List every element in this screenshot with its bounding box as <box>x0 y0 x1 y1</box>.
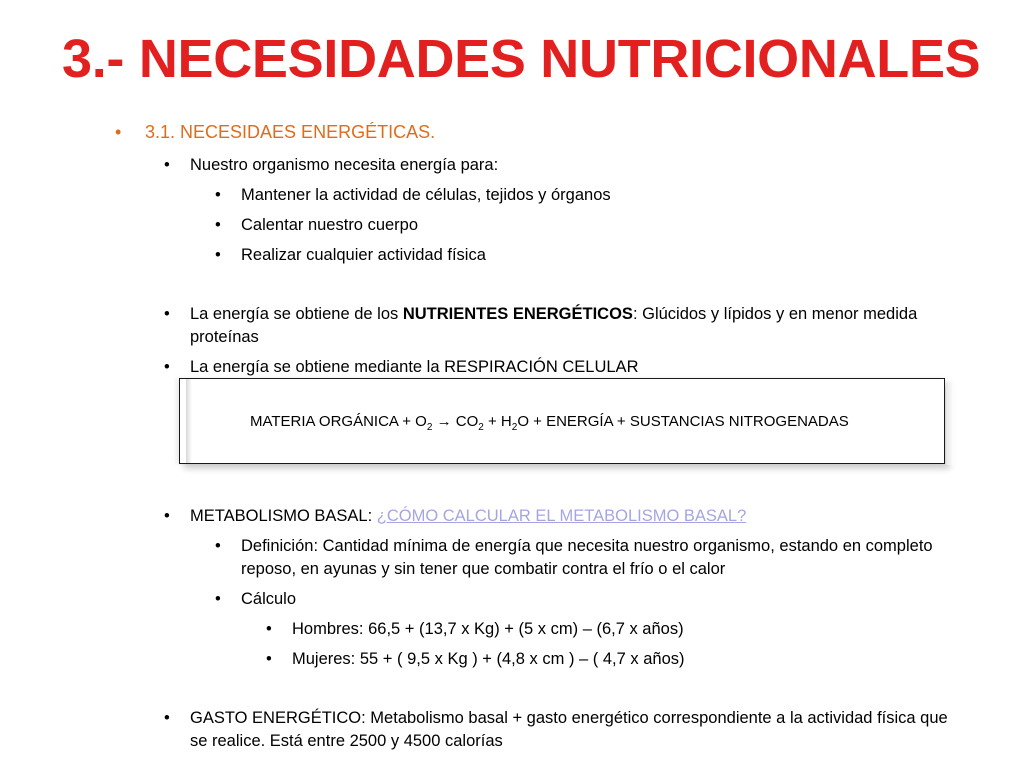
intro-text: Nuestro organismo necesita energía para: <box>190 156 499 174</box>
bullet-icon: • <box>164 305 170 323</box>
list-item-calc <box>215 588 615 611</box>
equation-part: O + ENERGÍA + SUSTANCIAS NITROGENADAS <box>517 413 849 430</box>
bullet-icon: • <box>215 246 221 264</box>
bullet-icon: • <box>115 122 122 142</box>
expenditure-text: GASTO ENERGÉTICO: Metabolismo basal + gasto energético correspondiente a la actividad física que se realice. Está entre 2500 y 4500 calorías <box>190 709 948 750</box>
box-shadow-left <box>186 379 192 463</box>
list-item-expenditure <box>164 707 964 755</box>
calc-label: Cálculo <box>241 590 297 608</box>
list-item-need <box>215 184 815 207</box>
bullet-icon: • <box>164 358 170 376</box>
equation-subscript: 2 <box>511 422 518 433</box>
bullet-icon: • <box>266 620 272 638</box>
basal-calc-link[interactable]: ¿CÓMO CALCULAR EL METABOLISMO BASAL? <box>376 507 747 525</box>
list-item-need <box>215 244 815 267</box>
bullet-icon: • <box>215 590 221 608</box>
list-item-respiration <box>164 356 864 379</box>
respiration-text: La energía se obtiene mediante la RESPIRACIÓN CELULAR <box>190 358 639 376</box>
formula-text: Hombres: 66,5 + (13,7 x Kg) + (5 x cm) – (6,7 x años) <box>292 620 684 638</box>
need-text: Realizar cualquier actividad física <box>241 246 486 264</box>
basal-label: METABOLISMO BASAL: <box>190 507 377 525</box>
equation-box <box>179 378 945 464</box>
list-item-definition <box>215 535 955 583</box>
sources-suffix: : Glúcidos y lípidos y en menor medida proteínas <box>190 305 918 346</box>
respiration-equation <box>250 412 849 438</box>
section-heading: 3.1. NECESIDAES ENERGÉTICAS. <box>145 122 436 142</box>
list-item-intro <box>164 154 764 177</box>
bullet-icon: • <box>266 650 272 668</box>
equation-subscript: 2 <box>478 422 484 433</box>
basal-text <box>190 505 746 528</box>
list-item-formula <box>266 648 866 671</box>
equation-subscript: 2 <box>426 422 433 433</box>
need-text: Mantener la actividad de células, tejidos y órganos <box>241 186 611 204</box>
bullet-icon: • <box>215 537 221 555</box>
bullet-icon: • <box>164 709 170 727</box>
need-text: Calentar nuestro cuerpo <box>241 216 419 234</box>
slide-title: 3.- NECESIDADES NUTRICIONALES <box>62 29 981 89</box>
list-item-sources <box>164 303 964 351</box>
bullet-icon: • <box>164 507 170 525</box>
bullet-icon: • <box>164 156 170 174</box>
list-item-formula <box>266 618 866 641</box>
list-item-basal <box>164 505 864 528</box>
sources-text <box>190 303 960 349</box>
list-item-need <box>215 214 815 237</box>
definition-text: Definición: Cantidad mínima de energía que necesita nuestro organismo, estando en completo reposo, en ayunas y sin tener que combatir contra el frío o el calor <box>241 537 933 578</box>
equation-part: MATERIA ORGÁNICA + O <box>250 413 427 430</box>
formula-text: Mujeres: 55 + ( 9,5 x Kg ) + (4,8 x cm ) – ( 4,7 x años) <box>292 650 685 668</box>
box-shadow-right <box>946 383 954 465</box>
equation-part: CO <box>455 413 479 430</box>
bullet-icon: • <box>215 186 221 204</box>
bullet-icon: • <box>215 216 221 234</box>
arrow-icon: → <box>432 413 456 430</box>
section-heading-item <box>115 121 715 147</box>
sources-bold: NUTRIENTES ENERGÉTICOS <box>402 305 633 323</box>
sources-prefix: La energía se obtiene de los <box>190 305 403 323</box>
equation-part: + H <box>483 413 512 430</box>
